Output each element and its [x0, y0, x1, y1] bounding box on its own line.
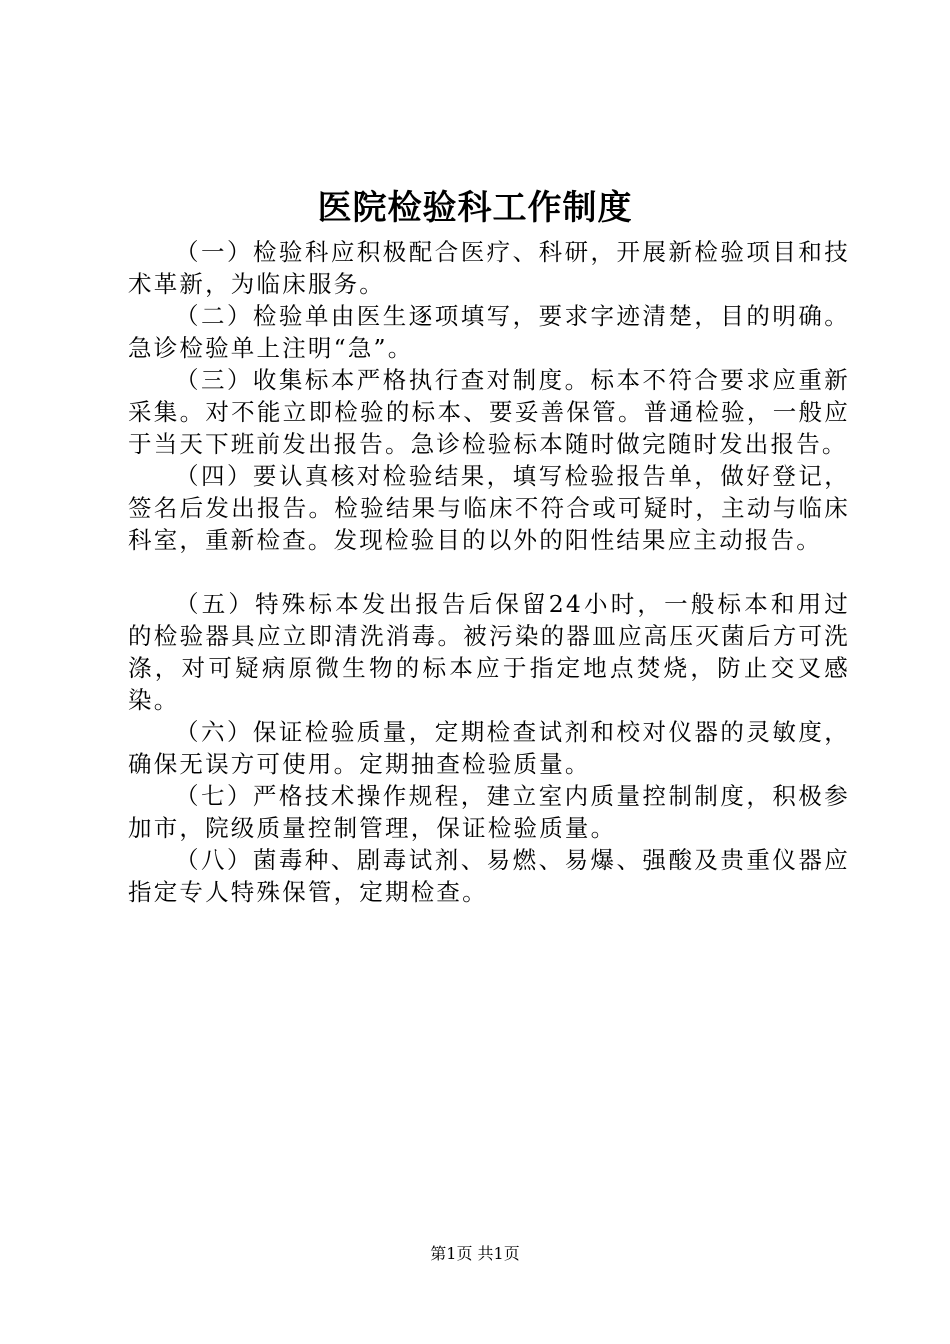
paragraph-5: （五）特殊标本发出报告后保留24小时，一般标本和用过的检验器具应立即清洗消毒。被污染的器皿应高压灭菌后方可洗涤，对可疑病原微生物的标本应于指定地点焚烧，防止交叉感染。 [128, 590, 850, 714]
paragraph-8: （八）菌毒种、剧毒试剂、易燃、易爆、强酸及贵重仪器应指定专人特殊保管，定期检查。 [128, 846, 850, 906]
paragraph-4: （四）要认真核对检验结果，填写检验报告单，做好登记，签名后发出报告。检验结果与临床不符合或可疑时，主动与临床科室，重新检查。发现检验目的以外的阳性结果应主动报告。 [128, 462, 850, 554]
paragraph-3: （三）收集标本严格执行查对制度。标本不符合要求应重新采集。对不能立即检验的标本、要妥善保管。普通检验，一般应于当天下班前发出报告。急诊检验标本随时做完随时发出报告。 [128, 366, 850, 458]
paragraph-7: （七）严格技术操作规程，建立室内质量控制制度，积极参加市，院级质量控制管理，保证检验质量。 [128, 782, 850, 842]
document-title: 医院检验科工作制度 [317, 188, 633, 228]
page-footer: 第1页 共1页 [430, 1244, 520, 1263]
paragraph-1: （一）检验科应积极配合医疗、科研，开展新检验项目和技术革新，为临床服务。 [128, 238, 850, 298]
paragraph-2: （二）检验单由医生逐项填写，要求字迹清楚，目的明确。急诊检验单上注明“急”。 [128, 302, 850, 362]
document-body [128, 236, 850, 908]
paragraph-6: （六）保证检验质量，定期检查试剂和校对仪器的灵敏度，确保无误方可使用。定期抽查检验质量。 [128, 718, 850, 778]
